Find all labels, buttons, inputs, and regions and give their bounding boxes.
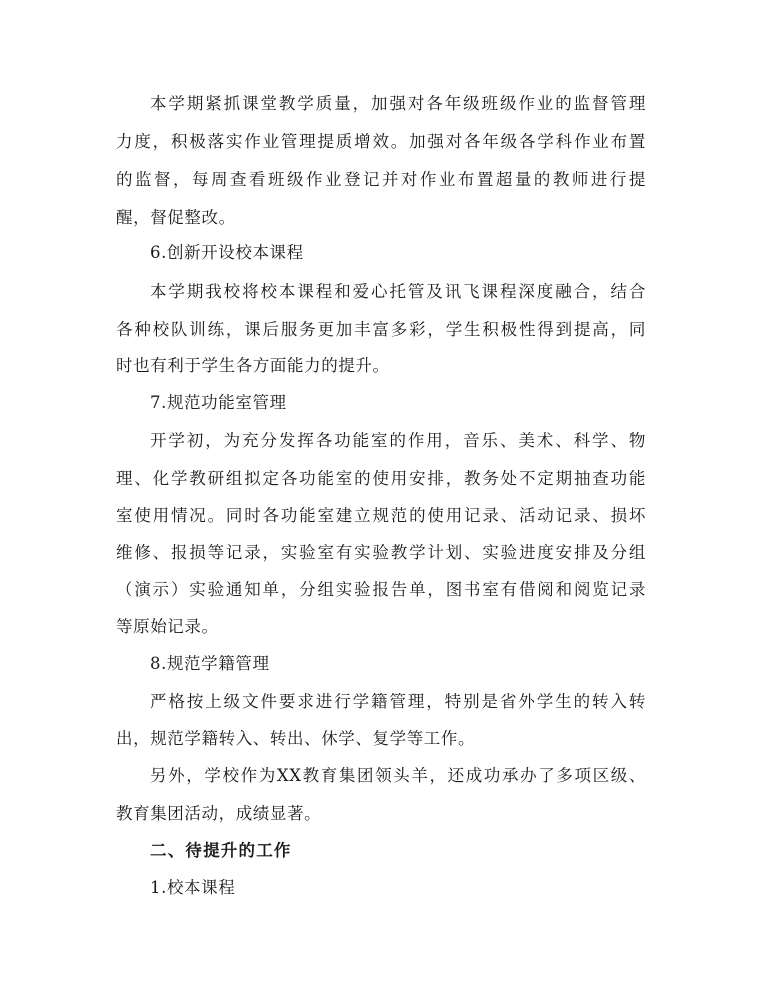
- paragraph-line: 教育集团活动，成绩显著。: [116, 804, 322, 823]
- paragraph-line: 另外，学校作为XX教育集团领头羊，还成功承办了多项区级、: [150, 766, 646, 785]
- paragraph-line: 出，规范学籍转入、转出、休学、复学等工作。: [116, 729, 476, 748]
- paragraph-line: 等原始记录。: [116, 617, 219, 636]
- paragraph-line: 醒，督促整改。: [116, 208, 236, 227]
- paragraph-line: 力度，积极落实作业管理提质增效。加强对各年级各学科作业布置: [116, 132, 646, 151]
- paragraph-line: 维修、报损等记录，实验室有实验教学计划、实验进度安排及分组: [116, 543, 646, 562]
- paragraph-line: 的监督，每周查看班级作业登记并对作业布置超量的教师进行提: [116, 170, 646, 189]
- paragraph-line: 室使用情况。同时各功能室建立规范的使用记录、活动记录、损坏: [116, 506, 646, 525]
- section-heading: 1.校本课程: [150, 878, 236, 897]
- paragraph-line: 开学初，为充分发挥各功能室的作用，音乐、美术、科学、物: [150, 431, 646, 450]
- paragraph-line: 各种校队训练，课后服务更加丰富多彩，学生积极性得到提高，同: [116, 320, 646, 339]
- paragraph-line: 本学期紧抓课堂教学质量，加强对各年级班级作业的监督管理: [150, 94, 646, 113]
- paragraph-line: 时也有利于学生各方面能力的提升。: [116, 356, 390, 375]
- paragraph-line: 理、化学教研组拟定各功能室的使用安排，教务处不定期抽查功能: [116, 469, 646, 488]
- paragraph-line: （演示）实验通知单，分组实验报告单，图书室有借阅和阅览记录: [116, 580, 646, 599]
- section-heading: 7.规范功能室管理: [150, 393, 287, 412]
- paragraph-line: 本学期我校将校本课程和爱心托管及讯飞课程深度融合，结合: [150, 282, 646, 301]
- section-heading: 6.创新开设校本课程: [150, 243, 304, 262]
- chapter-heading: 二、待提升的工作: [150, 841, 292, 860]
- paragraph-line: 严格按上级文件要求进行学籍管理，特别是省外学生的转入转: [150, 692, 646, 711]
- section-heading: 8.规范学籍管理: [150, 654, 270, 673]
